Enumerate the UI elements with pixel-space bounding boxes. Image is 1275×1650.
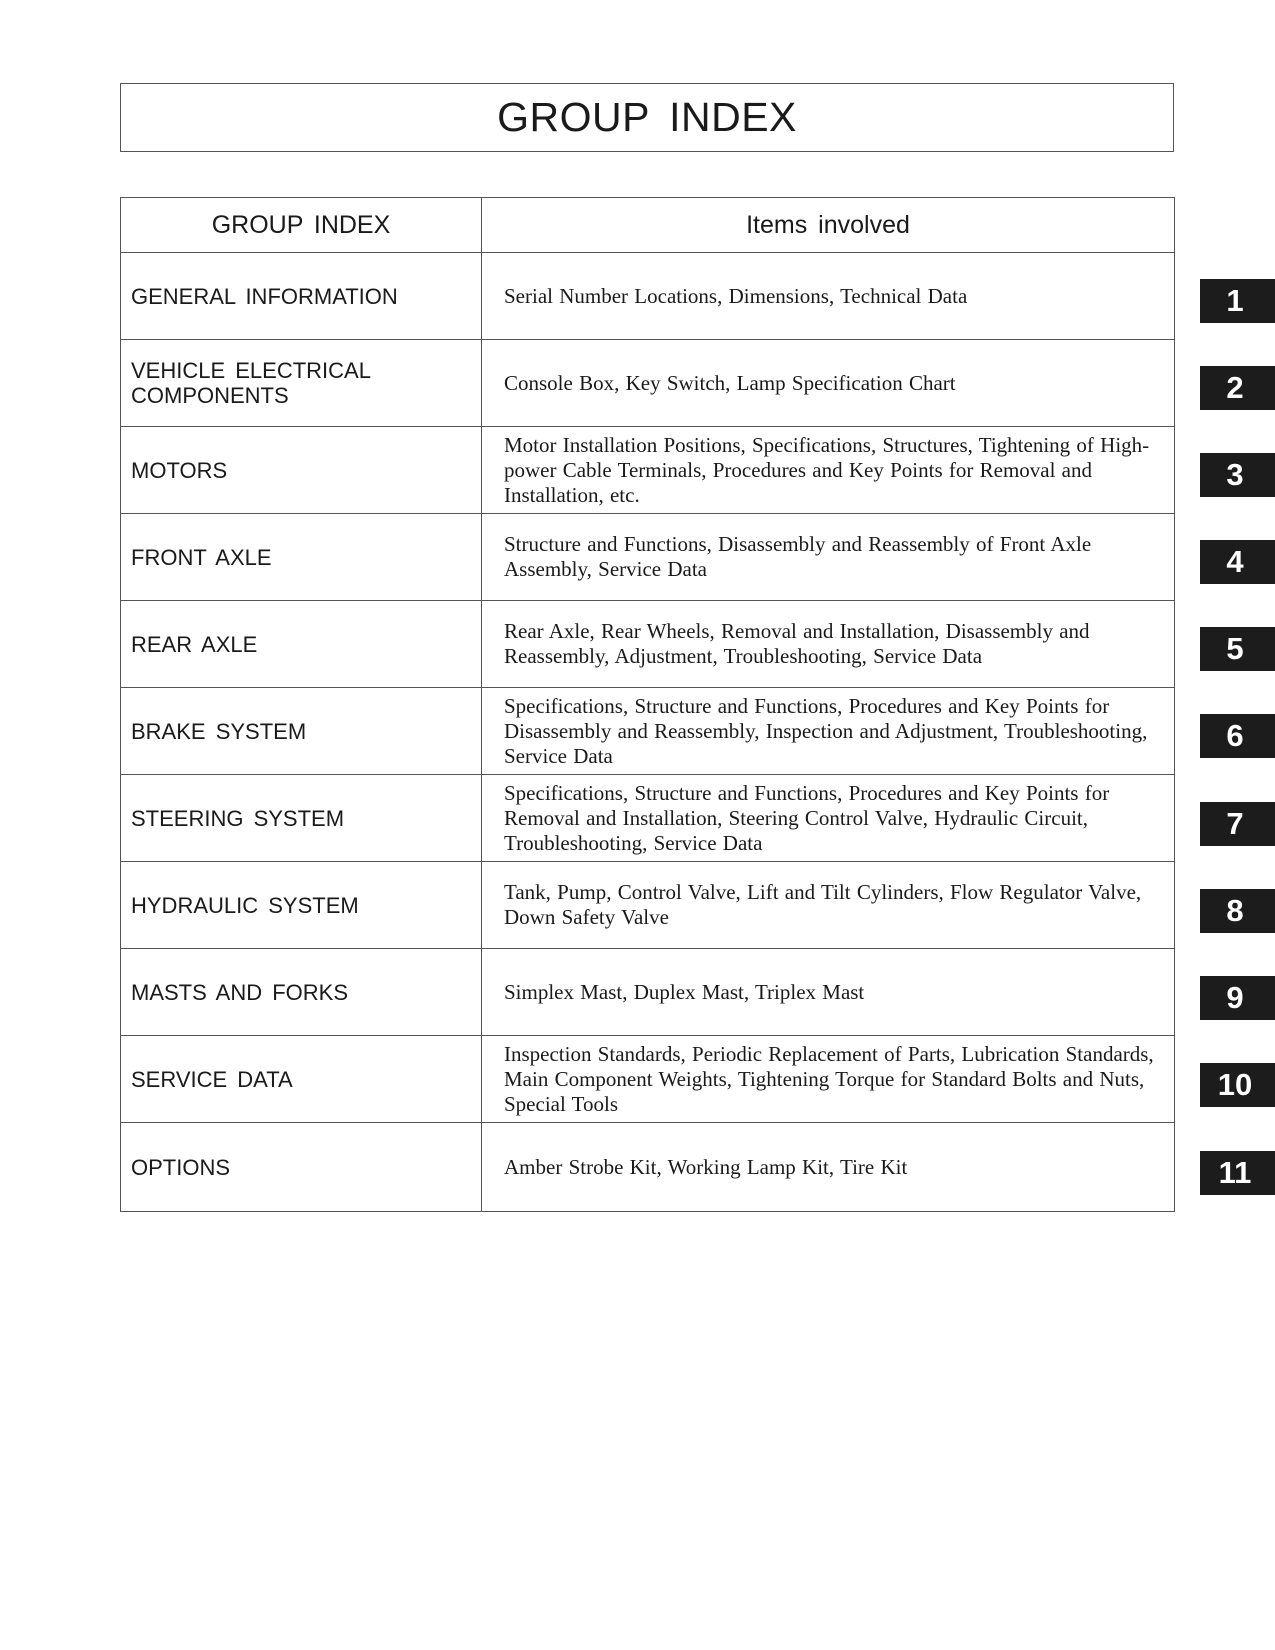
table-header-row [121,198,1175,253]
header-group-index: GROUP INDEX [121,198,482,253]
table-row [121,775,1175,862]
table-row [121,1123,1175,1212]
items-steering-system: Specifications, Structure and Functions, Procedures and Key Points for Removal and Installation, Steering Control Valve, Hydraulic Circuit, Troubleshooting, Service Data [482,775,1175,862]
items-general-information: Serial Number Locations, Dimensions, Technical Data [482,253,1175,340]
table-row [121,601,1175,688]
group-index-table [120,197,1175,1212]
table-row [121,427,1175,514]
section-tab-1[interactable]: 1 [1200,279,1275,323]
section-tab-5[interactable]: 5 [1200,627,1275,671]
items-front-axle: Structure and Functions, Disassembly and Reassembly of Front Axle Assembly, Service Data [482,514,1175,601]
table-row [121,1036,1175,1123]
table-row [121,862,1175,949]
section-tab-6[interactable]: 6 [1200,714,1275,758]
group-name-hydraulic-system[interactable]: HYDRAULIC SYSTEM [121,862,482,949]
section-tab-9[interactable]: 9 [1200,976,1275,1020]
section-tab-8[interactable]: 8 [1200,889,1275,933]
group-name-front-axle[interactable]: FRONT AXLE [121,514,482,601]
items-rear-axle: Rear Axle, Rear Wheels, Removal and Installation, Disassembly and Reassembly, Adjustment, Troubleshooting, Service Data [482,601,1175,688]
section-tab-11[interactable]: 11 [1200,1151,1275,1195]
section-tab-7[interactable]: 7 [1200,802,1275,846]
table-row [121,514,1175,601]
group-name-masts-and-forks[interactable]: MASTS AND FORKS [121,949,482,1036]
items-vehicle-electrical: Console Box, Key Switch, Lamp Specification Chart [482,340,1175,427]
section-tab-4[interactable]: 4 [1200,540,1275,584]
group-name-service-data[interactable]: SERVICE DATA [121,1036,482,1123]
group-name-general-information[interactable]: GENERAL INFORMATION [121,253,482,340]
table-row [121,340,1175,427]
items-motors: Motor Installation Positions, Specifications, Structures, Tightening of High-power Cable Terminals, Procedures and Key Points for Removal and Installation, etc. [482,427,1175,514]
table-row [121,688,1175,775]
group-name-vehicle-electrical[interactable]: VEHICLE ELECTRICAL COMPONENTS [121,340,482,427]
items-hydraulic-system: Tank, Pump, Control Valve, Lift and Tilt Cylinders, Flow Regulator Valve, Down Safety Valve [482,862,1175,949]
section-tab-10[interactable]: 10 [1200,1063,1275,1107]
items-options: Amber Strobe Kit, Working Lamp Kit, Tire Kit [482,1123,1175,1212]
header-items-involved: Items involved [482,198,1175,253]
items-brake-system: Specifications, Structure and Functions, Procedures and Key Points for Disassembly and Reassembly, Inspection and Adjustment, Troubleshooting, Service Data [482,688,1175,775]
items-service-data: Inspection Standards, Periodic Replacement of Parts, Lubrication Standards, Main Component Weights, Tightening Torque for Standard Bolts and Nuts, Special Tools [482,1036,1175,1123]
group-name-brake-system[interactable]: BRAKE SYSTEM [121,688,482,775]
section-tab-3[interactable]: 3 [1200,453,1275,497]
table-row [121,253,1175,340]
page-title: GROUP INDEX [120,83,1174,152]
group-name-steering-system[interactable]: STEERING SYSTEM [121,775,482,862]
table-row [121,949,1175,1036]
section-tab-2[interactable]: 2 [1200,366,1275,410]
group-name-rear-axle[interactable]: REAR AXLE [121,601,482,688]
group-name-options[interactable]: OPTIONS [121,1123,482,1212]
items-masts-and-forks: Simplex Mast, Duplex Mast, Triplex Mast [482,949,1175,1036]
group-name-motors[interactable]: MOTORS [121,427,482,514]
